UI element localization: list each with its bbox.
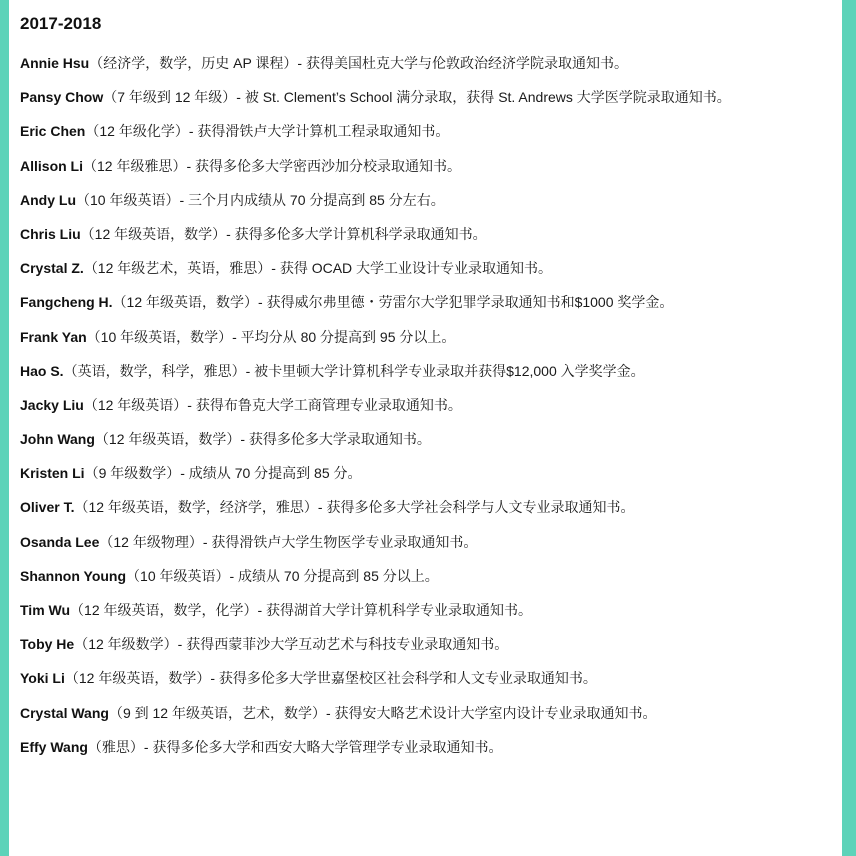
- student-detail: （英语，数学，科学，雅思）- 被卡里顿大学计算机科学专业录取并获得$12,000 入学奖学金。: [63, 362, 645, 379]
- student-name: Andy Lu: [20, 191, 76, 208]
- list-item: [20, 525, 842, 559]
- list-item: [20, 80, 842, 114]
- list-item: [20, 114, 842, 148]
- student-detail: （12 年级物理）- 获得滑铁卢大学生物医学专业录取通知书。: [99, 533, 478, 550]
- list-item: [20, 46, 842, 80]
- student-detail: （12 年级英语，数学，经济学，雅思）- 获得多伦多大学社会科学与人文专业录取通知书。: [74, 499, 635, 516]
- list-item: [20, 285, 842, 319]
- student-detail: （经济学，数学，历史 AP 课程）- 获得美国杜克大学与伦敦政治经济学院录取通知书。: [89, 55, 628, 71]
- list-item: [20, 422, 842, 456]
- list-item: [20, 559, 842, 593]
- student-name: Fangcheng H.: [20, 294, 113, 311]
- list-item: [20, 627, 842, 661]
- list-item: [20, 149, 842, 183]
- list-item: [20, 217, 842, 251]
- list-item: [20, 490, 842, 524]
- list-item: [20, 354, 842, 388]
- student-detail: （12 年级英语，数学）- 获得多伦多大学录取通知书。: [94, 431, 431, 448]
- list-item: [20, 696, 842, 730]
- content-panel: [9, 0, 842, 856]
- student-name: Effy Wang: [20, 738, 88, 755]
- list-item: [20, 251, 842, 285]
- student-detail: （雅思）- 获得多伦多大学和西安大略大学管理学专业录取通知书。: [87, 738, 503, 755]
- student-detail: （10 年级英语）- 成绩从 70 分提高到 85 分以上。: [126, 567, 439, 584]
- student-name: Pansy Chow: [20, 89, 104, 106]
- student-detail: （12 年级化学）- 获得滑铁卢大学计算机工程录取通知书。: [85, 123, 450, 140]
- student-name: Crystal Z.: [20, 260, 84, 277]
- student-name: Tim Wu: [20, 602, 71, 618]
- student-detail: （12 年级英语，数学，化学）- 获得湖首大学计算机科学专业录取通知书。: [70, 602, 533, 618]
- student-detail: （10 年级英语）- 三个月内成绩从 70 分提高到 85 分左右。: [76, 191, 445, 208]
- student-detail: （9 到 12 年级英语，艺术，数学）- 获得安大略艺术设计大学室内设计专业录取通知书。: [108, 704, 657, 721]
- student-name: John Wang: [20, 431, 95, 448]
- student-name: Toby He: [20, 636, 75, 653]
- student-name: Annie Hsu: [20, 55, 90, 71]
- list-item: [20, 730, 842, 764]
- student-detail: （12 年级英语，数学）- 获得威尔弗里德・劳雷尔大学犯罪学录取通知书和$1000 奖学金。: [112, 294, 674, 311]
- list-item: [20, 593, 842, 627]
- student-detail: （12 年级英语，数学）- 获得多伦多大学世嘉堡校区社会科学和人文专业录取通知书。: [64, 670, 597, 687]
- student-list: [20, 46, 842, 764]
- student-detail: （9 年级数学）- 成绩从 70 分提高到 85 分。: [84, 465, 362, 482]
- student-name: Oliver T.: [20, 499, 75, 516]
- student-detail: （7 年级到 12 年级）- 被 St. Clement’s School 满分录取，获得 St. Andrews 大学医学院录取通知书。: [103, 89, 731, 106]
- student-name: Jacky Liu: [20, 396, 84, 413]
- student-name: Frank Yan: [20, 328, 87, 345]
- list-item: [20, 183, 842, 217]
- year-heading: 2017-2018: [20, 14, 102, 33]
- list-item: [20, 388, 842, 422]
- student-name: Kristen Li: [20, 465, 85, 482]
- list-item: [20, 661, 842, 695]
- student-detail: （12 年级艺术，英语，雅思）- 获得 OCAD 大学工业设计专业录取通知书。: [83, 260, 553, 277]
- list-item: [20, 456, 842, 490]
- student-name: Osanda Lee: [20, 533, 100, 550]
- student-detail: （12 年级英语）- 获得布鲁克大学工商管理专业录取通知书。: [83, 396, 462, 413]
- student-detail: （12 年级雅思）- 获得多伦多大学密西沙加分校录取通知书。: [83, 157, 462, 174]
- student-detail: （12 年级英语，数学）- 获得多伦多大学计算机科学录取通知书。: [80, 225, 487, 242]
- student-name: Chris Liu: [20, 225, 81, 242]
- student-detail: （12 年级数学）- 获得西蒙菲沙大学互动艺术与科技专业录取通知书。: [74, 636, 509, 653]
- student-name: Eric Chen: [20, 123, 86, 140]
- student-name: Yoki Li: [20, 670, 65, 687]
- student-name: Hao S.: [20, 362, 64, 379]
- student-name: Crystal Wang: [20, 704, 109, 721]
- student-name: Allison Li: [20, 157, 83, 174]
- student-name: Shannon Young: [20, 567, 127, 584]
- list-item: [20, 320, 842, 354]
- student-detail: （10 年级英语，数学）- 平均分从 80 分提高到 95 分以上。: [86, 328, 456, 345]
